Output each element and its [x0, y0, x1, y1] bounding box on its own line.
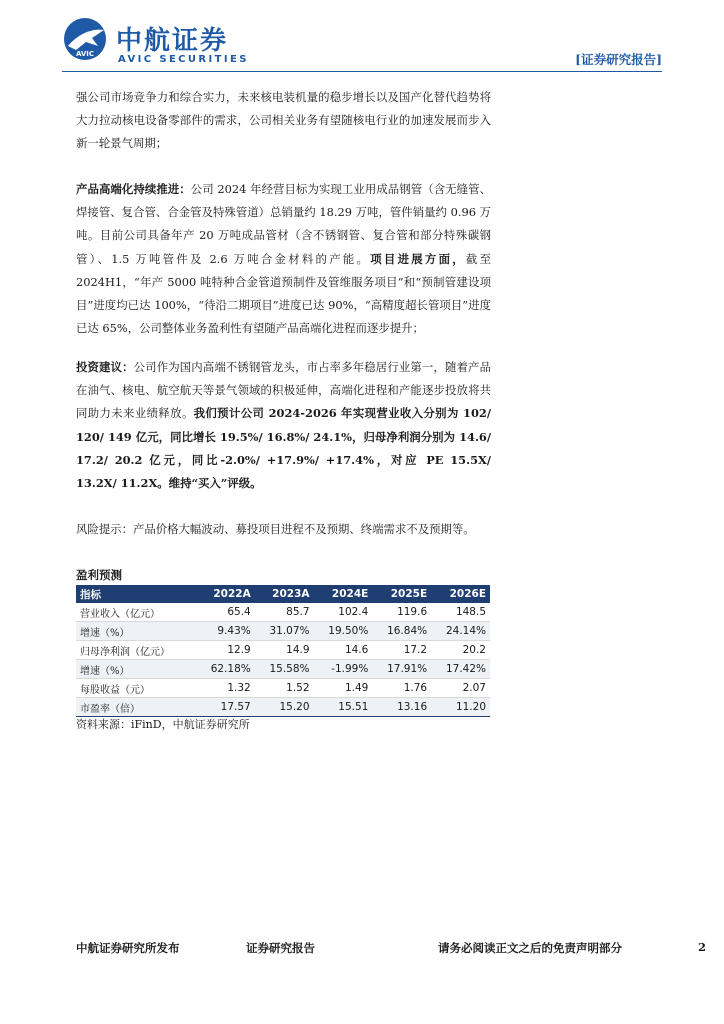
- brand-name-cn: 中航证券: [116, 26, 229, 56]
- section-heading: 产品高端化持续推进：: [76, 182, 191, 196]
- column-header: 2025E: [372, 585, 431, 603]
- column-header: 2023A: [255, 585, 314, 603]
- page-number: 2: [698, 940, 707, 954]
- row-label: 归母净利润（亿元）: [76, 641, 196, 660]
- table-cell: 17.91%: [372, 660, 431, 679]
- table-cell: 14.9: [255, 641, 314, 660]
- paragraph-investment: [76, 356, 491, 495]
- table-row: [76, 679, 490, 698]
- table-cell: -1.99%: [314, 660, 373, 679]
- paragraph-text: 截至 2024H1，“年产 5000 吨特种合金管道预制件及管维服务项目”和“预制管建设项目”进度均已达 100%，“待沿二期项目”进度已达 90%，“高精度超长管项目”进度已达 65%，公司整体业务盈利性有望随产品高端化进程而逐步提升；: [76, 251, 491, 336]
- table-cell: 16.84%: [372, 622, 431, 641]
- table-cell: 17.2: [372, 641, 431, 660]
- paragraph-text: 风险提示：产品价格大幅波动、募投项目进程不及预期、终端需求不及预期等。: [76, 522, 475, 536]
- table-title: 盈利预测: [76, 568, 122, 582]
- table-cell: 9.43%: [196, 622, 255, 641]
- table-cell: 102.4: [314, 603, 373, 622]
- table-cell: 62.18%: [196, 660, 255, 679]
- paragraph-nuclear: [76, 86, 491, 156]
- paragraph-text: 公司 2024 年经营目标为实现工业用成品钢管（含无缝管、焊接管、复合管、合金管及特殊管道）总销量约 18.29 万吨，管件销量约 0.96 万吨。目前公司具备年产 20 万吨成品管材（含不锈钢管、复合管和部分特殊碳钢管）、1.5 万吨管件及 2.6 万吨合金材料的产能。: [76, 182, 491, 266]
- paragraph-risk: [76, 518, 491, 541]
- row-label: 每股收益（元）: [76, 679, 196, 698]
- paragraph-high-end: [76, 178, 491, 340]
- brand-name-en: AVIC SECURITIES: [118, 54, 249, 65]
- table-cell: 17.42%: [431, 660, 490, 679]
- column-header: 2026E: [431, 585, 490, 603]
- row-label: 增速（%）: [76, 660, 196, 679]
- table-cell: 13.16: [372, 698, 431, 717]
- forecast-table: [76, 585, 490, 717]
- data-source-note: 资料来源：iFinD，中航证券研究所: [76, 718, 250, 731]
- table-cell: 119.6: [372, 603, 431, 622]
- column-header: 指标: [76, 585, 196, 603]
- row-label: 营业收入（亿元）: [76, 603, 196, 622]
- section-heading: 投资建议：: [76, 360, 134, 374]
- row-label: 市盈率（倍）: [76, 698, 196, 717]
- table-cell: 65.4: [196, 603, 255, 622]
- paragraph-text: 强公司市场竞争力和综合实力，未来核电装机量的稳步增长以及国产化替代趋势将大力拉动核电设备零部件的需求，公司相关业务有望随核电行业的加速发展而步入新一轮景气周期；: [76, 90, 491, 151]
- row-label: 增速（%）: [76, 622, 196, 641]
- column-header: 2024E: [314, 585, 373, 603]
- table-cell: 15.20: [255, 698, 314, 717]
- table-cell: 20.2: [431, 641, 490, 660]
- column-header: 2022A: [196, 585, 255, 603]
- avic-logo-icon: [62, 16, 108, 62]
- table-cell: 12.9: [196, 641, 255, 660]
- table-cell: 1.49: [314, 679, 373, 698]
- table-cell: 1.76: [372, 679, 431, 698]
- paragraph-text: 公司作为国内高端不锈钢管龙头，市占率多年稳居行业第一，随着产品在油气、核电、航空航天等景气领域的积极延伸，高端化进程和产能逐步投放将共同助力未来业绩释放。: [76, 360, 491, 421]
- table-cell: 148.5: [431, 603, 490, 622]
- footer-report-type: 证券研究报告: [246, 941, 315, 955]
- table-cell: 24.14%: [431, 622, 490, 641]
- table-cell: 2.07: [431, 679, 490, 698]
- report-type-tag: [证券研究报告]: [575, 52, 662, 67]
- header-divider: [62, 71, 662, 72]
- page-header: [62, 16, 662, 70]
- table-cell: 11.20: [431, 698, 490, 717]
- footer-publisher: 中航证券研究所发布: [76, 941, 180, 955]
- table-row: [76, 641, 490, 660]
- table-cell: 15.51: [314, 698, 373, 717]
- table-cell: 1.52: [255, 679, 314, 698]
- table-row: [76, 660, 490, 679]
- table-cell: 15.58%: [255, 660, 314, 679]
- svg-text:AVIC: AVIC: [75, 50, 95, 58]
- table-row: [76, 698, 490, 717]
- table-cell: 17.57: [196, 698, 255, 717]
- table-cell: 85.7: [255, 603, 314, 622]
- forecast-statement: 我们预计公司 2024-2026 年实现营业收入分别为 102/ 120/ 149 亿元，同比增长 19.5%/ 16.8%/ 24.1%，归母净利润分别为 14.6/ 17.2/ 20.2 亿元，同比-2.0%/ +17.9%/ +17.4%，对应 PE 15.5X/ 13.2X/ 11.2X。维持“买入”评级。: [76, 406, 491, 491]
- table-cell: 31.07%: [255, 622, 314, 641]
- table-header-row: [76, 585, 490, 603]
- table-row: [76, 603, 490, 622]
- section-heading: 项目进展方面，: [370, 251, 466, 266]
- table-cell: 14.6: [314, 641, 373, 660]
- table-cell: 19.50%: [314, 622, 373, 641]
- table-row: [76, 622, 490, 641]
- footer-disclaimer: 请务必阅读正文之后的免责声明部分: [438, 941, 622, 955]
- table-cell: 1.32: [196, 679, 255, 698]
